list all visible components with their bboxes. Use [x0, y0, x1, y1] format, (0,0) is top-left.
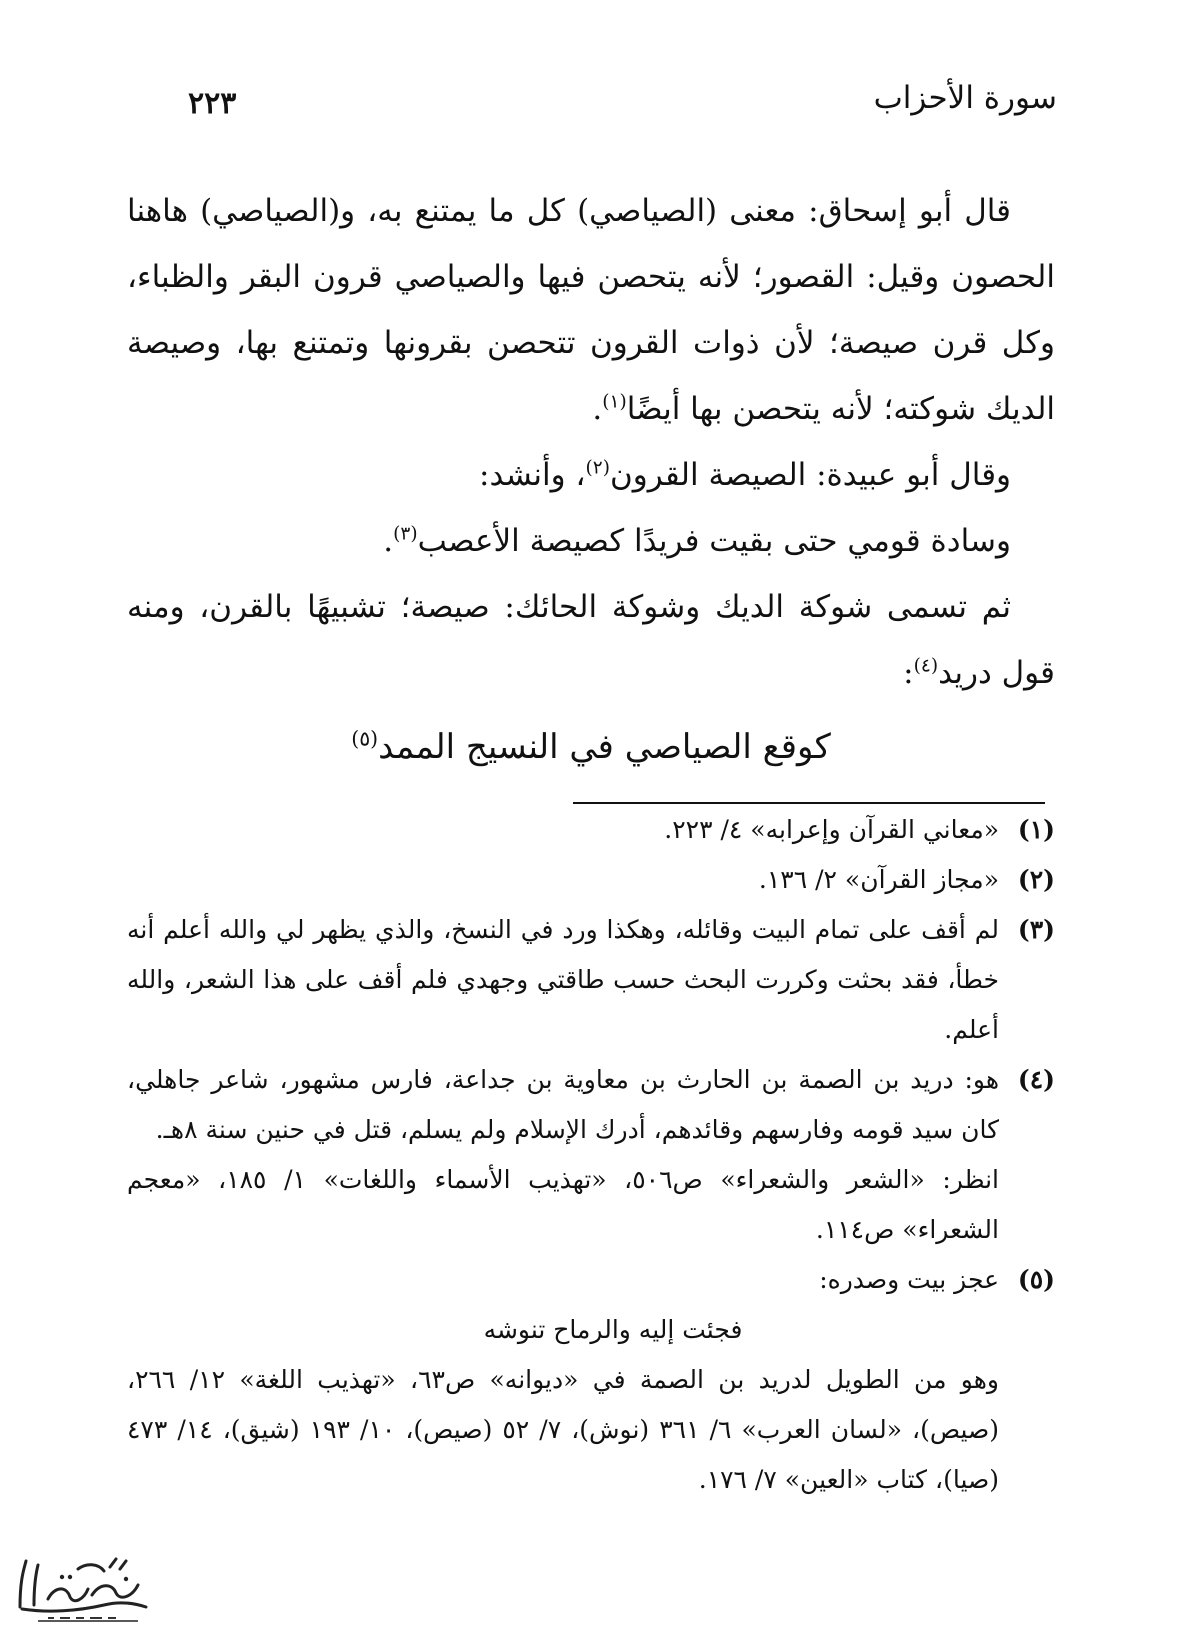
main-text	[127, 178, 1055, 784]
footnote	[127, 805, 1055, 855]
footnote-ref: (١)	[602, 391, 627, 413]
poem-text: وسادة قومي حتى بقيت فريدًا كصيصة الأعصب	[417, 523, 1011, 559]
footnote-ref: (٤)	[913, 655, 939, 677]
footnote	[127, 905, 1055, 1055]
footnote-ref: (٢)	[585, 457, 611, 479]
footnote-number: (٢)	[1017, 865, 1055, 894]
footnote-text: «مجاز القرآن» ٢/ ١٣٦.	[758, 865, 999, 894]
poem-text: كوقع الصياصي في النسيج الممد	[378, 727, 831, 767]
footnote	[127, 1255, 1055, 1505]
poem-line	[127, 508, 1055, 574]
footnote-text: «معاني القرآن وإعرابه» ٤/ ٢٢٣.	[664, 815, 999, 844]
paragraph	[127, 574, 1055, 706]
footnote-verse: فجئت إليه والرماح تنوشه	[483, 1315, 743, 1344]
footnote-sources: انظر: «الشعر والشعراء» ص٥٠٦، «تهذيب الأسماء واللغات» ١/ ١٨٥، «معجم الشعراء» ص١١٤.	[127, 1165, 1000, 1244]
footnote-text: عجز بيت وصدره:	[819, 1265, 999, 1294]
poem-line-centered	[127, 710, 1055, 784]
library-stamp-logo	[8, 1539, 158, 1634]
paragraph-text: قال أبو إسحاق: معنى (الصياصي) كل ما يمتنع به، و(الصياصي) هاهنا الحصون وقيل: القصور؛ لأنه يتحصن فيها والصياصي قرون البقر والظباء، وكل قرن صيصة؛ لأن ذوات القرون تتحصن بقرونها وتمتنع بها، وصيصة الديك شوكته؛ لأنه يتحصن بها أيضًا	[127, 193, 1055, 427]
punctuation: :	[903, 655, 914, 691]
footnotes	[127, 805, 1055, 1505]
paragraph	[127, 178, 1055, 442]
footnote-number: (١)	[1017, 815, 1055, 844]
footnote	[127, 855, 1055, 905]
footnote-ref: (٣)	[393, 523, 418, 545]
running-header-surah: سورة الأحزاب	[873, 80, 1057, 116]
paragraph	[127, 442, 1055, 508]
punctuation: .	[592, 391, 603, 427]
footnote-number: (٤)	[1017, 1065, 1055, 1094]
paragraph-text: ثم تسمى شوكة الديك وشوكة الحائك: صيصة؛ تشبيهًا بالقرن، ومنه قول دريد	[127, 589, 1055, 691]
paragraph-text-end: ، وأنشد:	[479, 457, 586, 493]
footnote-number: (٥)	[1017, 1265, 1055, 1294]
footnote-number: (٣)	[1017, 915, 1055, 944]
punctuation: .	[383, 523, 394, 559]
footnote-sources: وهو من الطويل لدريد بن الصمة في «ديوانه» ص٦٣، «تهذيب اللغة» ١٢/ ٢٦٦، (صيص)، «لسان العرب» ٦/ ٣٦١ (نوش)، ٧/ ٥٢ (صيص)، ١٠/ ١٩٣ (شيق)، ١٤/ ٤٧٣ (صيا)، كتاب «العين» ٧/ ١٧٦.	[127, 1365, 1000, 1494]
footnote	[127, 1055, 1055, 1255]
footnote-separator	[573, 802, 1045, 804]
footnote-ref: (٥)	[351, 726, 379, 751]
footnote-text: لم أقف على تمام البيت وقائله، وهكذا ورد في النسخ، والذي يظهر لي والله أعلم أنه خطأ، فقد بحثت وكررت البحث حسب طاقتي وجهدي فلم أقف على هذا الشعر، والله أعلم.	[127, 915, 999, 1044]
paragraph-text: وقال أبو عبيدة: الصيصة القرون	[610, 457, 1011, 493]
footnote-text: هو: دريد بن الصمة بن الحارث بن معاوية بن جداعة، فارس مشهور، شاعر جاهلي، كان سيد قومه وفارسهم وقائدهم، أدرك الإسلام ولم يسلم، قتل في حنين سنة ٨هـ.	[127, 1065, 999, 1144]
page-number: ٢٢٣	[188, 86, 237, 121]
